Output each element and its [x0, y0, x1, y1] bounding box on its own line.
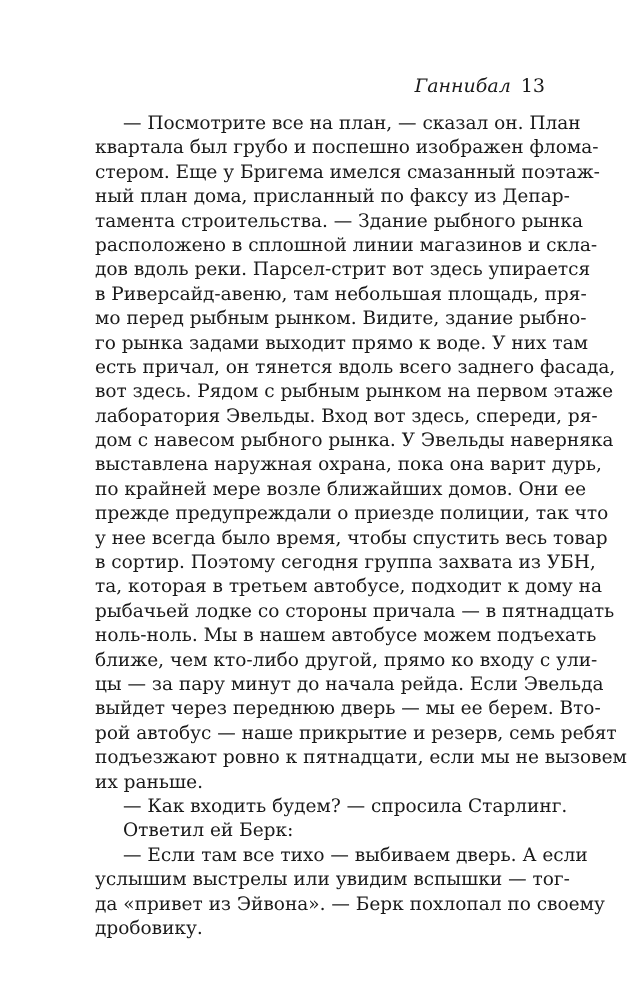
text-line: тамента строительства. — Здание рыбного рынка — [95, 210, 583, 232]
text-line: стером. Еще у Бригема имелся смазанный поэтаж- — [95, 161, 600, 183]
text-line: расположено в сплошной линии магазинов и скла- — [95, 234, 598, 256]
text-line: рыбачьей лодке со стороны причала — в пятнадцать — [95, 600, 615, 622]
text-line: ближе, чем кто-либо другой, прямо ко входу с ули- — [95, 649, 598, 671]
body-text — [95, 112, 627, 941]
text-line: мо перед рыбным рынком. Видите, здание рыбно- — [95, 308, 587, 330]
text-line: да «привет из Эйвона». — Берк похлопал по своему — [95, 893, 605, 915]
text-line: лаборатория Эвельды. Вход вот здесь, спереди, ря- — [95, 405, 598, 427]
text-line: дом с навесом рыбного рынка. У Эвельды наверняка — [95, 430, 614, 452]
text-line: есть причал, он тянется вдоль всего заднего фасада, — [95, 356, 616, 378]
running-header — [415, 74, 545, 98]
text-line: вот здесь. Рядом с рыбным рынком на первом этаже — [95, 381, 614, 403]
text-line: подъезжают ровно к пятнадцати, если мы не вызовем — [95, 747, 627, 769]
text-line: — Как входить будем? — спросила Старлинг. — [123, 795, 568, 817]
text-line: услышим выстрелы или увидим вспышки — тог- — [95, 869, 570, 891]
text-line: го рынка задами выходит прямо к воде. У них там — [95, 332, 588, 354]
text-line: в сортир. Поэтому сегодня группа захвата из УБН, — [95, 552, 596, 574]
text-line: та, которая в третьем автобусе, подходит к дому на — [95, 576, 603, 598]
text-line: выставлена наружная охрана, пока она варит дурь, — [95, 454, 602, 476]
text-line: ный план дома, присланный по факсу из Депар- — [95, 186, 570, 208]
text-line: ноль-ноль. Мы в нашем автобусе можем подъехать — [95, 625, 597, 647]
text-line: по крайней мере возле ближайших домов. Они ее — [95, 478, 587, 500]
text-line: выйдет через переднюю дверь — мы ее берем. Вто- — [95, 698, 601, 720]
text-line: их раньше. — [95, 771, 203, 793]
text-line: дробовику. — [95, 917, 203, 939]
text-line: рой автобус — наше прикрытие и резерв, семь ребят — [95, 722, 617, 744]
text-line: в Риверсайд-авеню, там небольшая площадь, пря- — [95, 283, 587, 305]
text-line: прежде предупреждали о приезде полиции, так что — [95, 503, 609, 525]
text-line: — Посмотрите все на план, — сказал он. План — [123, 113, 581, 134]
text-line: у нее всегда было время, чтобы спустить весь товар — [95, 527, 608, 549]
text-line: — Если там все тихо — выбиваем дверь. А если — [123, 844, 588, 866]
text-line: дов вдоль реки. Парсел-стрит вот здесь упирается — [95, 259, 591, 281]
text-line: Ответил ей Берк: — [123, 820, 294, 842]
text-line: цы — за пару минут до начала рейда. Если Эвельда — [95, 673, 604, 695]
text-line: квартала был грубо и поспешно изображен фломa- — [95, 137, 599, 159]
page-number: 13 — [520, 75, 545, 97]
running-title: Ганнибал — [414, 75, 511, 97]
